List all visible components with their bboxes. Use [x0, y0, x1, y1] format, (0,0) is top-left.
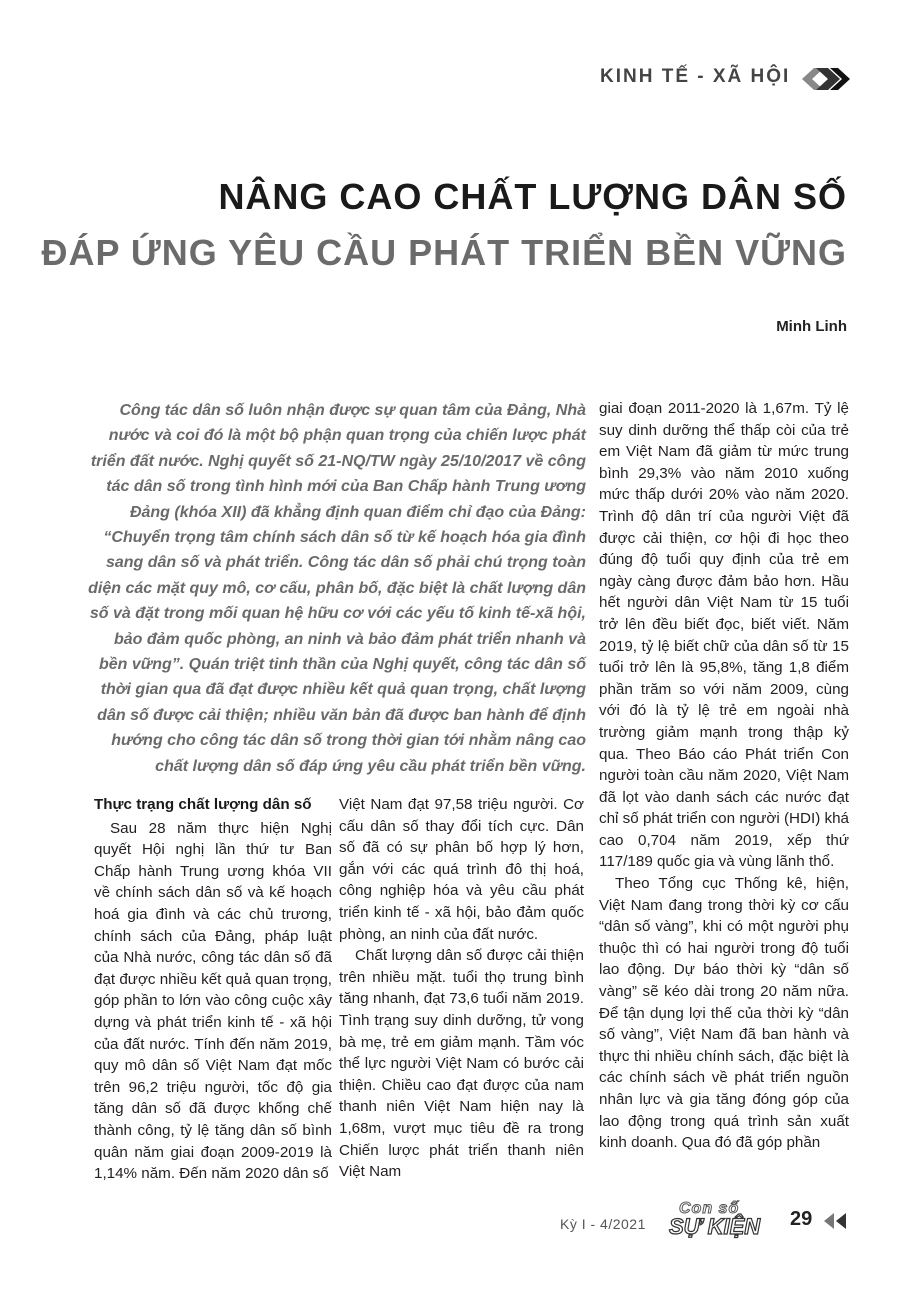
logo-top-text: Con số: [679, 1200, 740, 1217]
article-title-line-1: NÂNG CAO CHẤT LƯỢNG DÂN SỐ: [218, 176, 847, 217]
issue-label: Kỳ I - 4/2021: [560, 1216, 646, 1232]
body-column-1: [94, 794, 332, 1185]
body-paragraph: Việt Nam đạt 97,58 triệu người. Cơ cấu dân số thay đổi tích cực. Dân số đã có sự phân bố hợp lý hơn, gắn với các quá trình đô thị hoá, công nghiệp hóa và yêu cầu phát triển kinh tế - xã hội, bảo đảm quốc phòng, an ninh của đất nước.: [339, 796, 584, 943]
section-label: KINH TẾ - XÃ HỘI: [600, 66, 791, 87]
body-column-3: [599, 398, 849, 1154]
section-subheading: Thực trạng chất lượng dân số: [94, 796, 312, 813]
page-number: 29: [790, 1208, 813, 1230]
article-title-line-2: ĐÁP ỨNG YÊU CẦU PHÁT TRIỂN BỀN VỮNG: [41, 232, 847, 273]
logo-bottom-text: SỰ KIỆN: [669, 1214, 761, 1239]
body-paragraph: Theo Tổng cục Thống kê, hiện, Việt Nam đang trong thời kỳ cơ cấu “dân số vàng”, khi có một người phụ thuộc thì có hai người trong độ tuổi lao động. Dự báo thời kỳ “dân số vàng” sẽ kéo dài trong 20 năm nữa. Để tận dụng lợi thế của thời kỳ “dân số vàng”, Việt Nam đã ban hành và thực thi nhiều chính sách, đặc biệt là các chính sách về phát triển nguồn nhân lực và gia tăng đóng góp của lao động trong quá trình sản xuất kinh doanh. Qua đó đã góp phần: [599, 875, 849, 1152]
body-paragraph: Chất lượng dân số được cải thiện trên nhiều mặt. tuổi thọ trung bình tăng nhanh, đạt 73,6 tuổi năm 2019. Tình trạng suy dinh dưỡng, tử vong bà mẹ, trẻ em giảm mạnh. Tầm vóc thể lực người Việt Nam có bước cải thiện. Chiều cao đạt được của nam thanh niên Việt Nam hiện nay là 1,68m, vượt mục tiêu đề ra trong Chiến lược phát triển thanh niên Việt Nam: [339, 947, 584, 1181]
body-column-2: [339, 794, 584, 1183]
body-paragraph: giai đoạn 2011-2020 là 1,67m. Tỷ lệ suy dinh dưỡng thể thấp còi của trẻ em Việt Nam đã giảm từ mức trung bình 29,3% vào năm 2010 xuống mức thấp dưới 20% vào năm 2020. Trình độ dân trí của người Việt đã được cải thiện, cơ hội đi học theo đúng độ tuổi quy định của trẻ em ngày càng được đảm bảo hơn. Hầu hết người dân Việt Nam từ 15 tuổi trở lên đều biết đọc, biết viết. Năm 2019, tỷ lệ biết chữ của dân số từ 15 tuổi trở lên là 95,8%, tăng 1,8 điểm phần trăm so với năm 2009, cùng với đó là tỷ lệ trẻ em ngoài nhà trường giảm mạnh trong thập kỷ qua. Theo Báo cáo Phát triển Con người toàn cầu năm 2020, Việt Nam đã lọt vào danh sách các nước đạt chỉ số phát triển con người (HDI) khá cao 0,704 năm 2019, xếp thứ 117/189 quốc gia và vùng lãnh thổ.: [599, 400, 849, 871]
author-name: Minh Linh: [776, 318, 847, 335]
lead-paragraph: Công tác dân số luôn nhận được sự quan tâm của Đảng, Nhà nước và coi đó là một bộ phận quan trọng của chiến lược phát triển đất nước. Nghị quyết số 21-NQ/TW ngày 25/10/2017 về công tác dân số trong tình hình mới của Ban Chấp hành Trung ương Đảng (khóa XII) đã khẳng định quan điểm chỉ đạo của Đảng: “Chuyển trọng tâm chính sách dân số từ kế hoạch hóa gia đình sang dân số và phát triển. Công tác dân số phải chú trọng toàn diện các mặt quy mô, cơ cấu, phân bố, đặc biệt là chất lượng dân số và đặt trong mối quan hệ hữu cơ với các yếu tố kinh tế-xã hội, bảo đảm quốc phòng, an ninh và bảo đảm phát triển nhanh và bền vững”. Quán triệt tinh thần của Nghị quyết, công tác dân số thời gian qua đã đạt được nhiều kết quả quan trọng, chất lượng dân số được cải thiện; nhiều văn bản đã được ban hành để định hướng cho công tác dân số trong thời gian tới nhằm nâng cao chất lượng dân số đáp ứng yêu cầu phát triển bền vững.: [88, 402, 586, 775]
body-paragraph: Sau 28 năm thực hiện Nghị quyết Hội nghị lần thứ tư Ban Chấp hành Trung ương khóa VII về chính sách dân số và kế hoạch hoá gia đình và các chủ trương, chính sách của Đảng, pháp luật của Nhà nước, công tác dân số đã đạt được nhiều kết quả quan trọng, góp phần to lớn vào công cuộc xây dựng và phát triển kinh tế - xã hội của đất nước. Tính đến năm 2019, quy mô dân số Việt Nam đạt mốc trên 96,2 triệu người, tốc độ gia tăng dân số đã được khống chế thành công, tỷ lệ tăng dân số bình quân năm giai đoạn 2009-2019 là 1,14% năm. Đến năm 2020 dân số: [94, 819, 332, 1183]
double-chevron-left-icon: [822, 1212, 850, 1230]
double-chevron-right-icon: [800, 66, 852, 92]
magazine-logo: [669, 1200, 782, 1240]
